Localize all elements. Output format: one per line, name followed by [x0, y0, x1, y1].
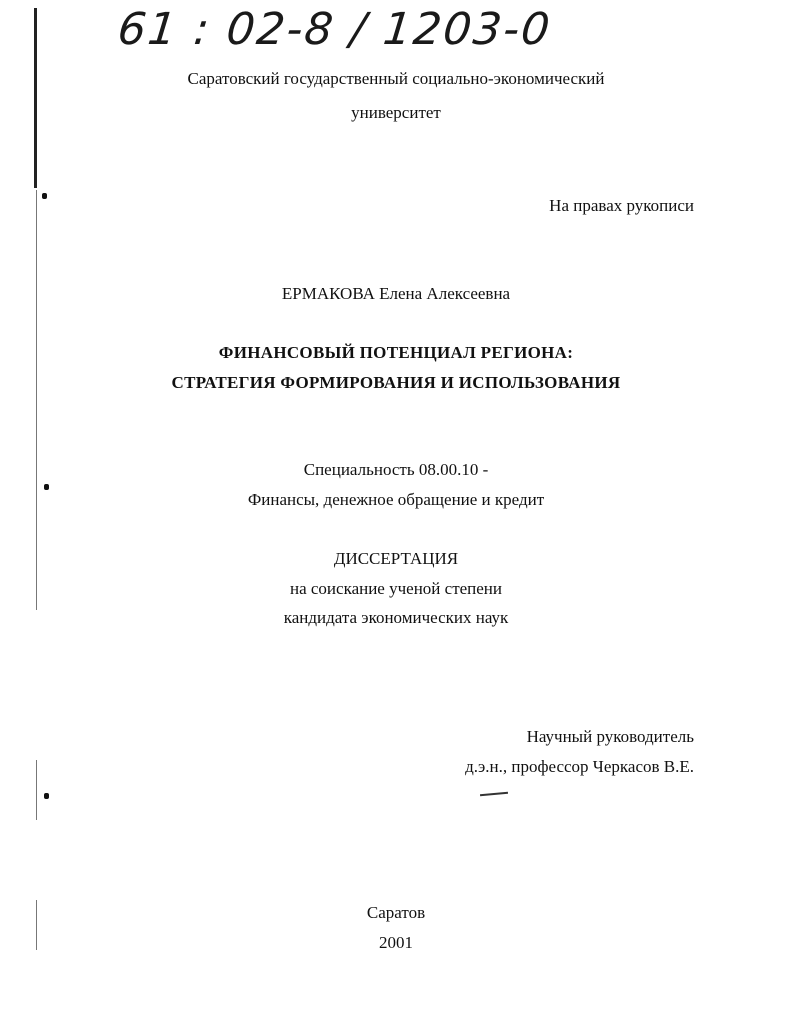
supervisor-name: д.э.н., профессор Черкасов В.Е.: [465, 757, 694, 776]
city: Саратов: [366, 903, 426, 922]
year: 2001: [379, 933, 413, 952]
document-type: ДИССЕРТАЦИЯ: [333, 549, 459, 568]
handwritten-archive-number: 61 : 02-8 / 1203-0: [115, 4, 554, 55]
thesis-title-line2: СТРАТЕГИЯ ФОРМИРОВАНИЯ И ИСПОЛЬЗОВАНИЯ: [171, 373, 621, 392]
specialty-name: Финансы, денежное обращение и кредит: [247, 490, 545, 509]
author-name: ЕРМАКОВА Елена Алексеевна: [281, 284, 511, 303]
scan-edge-line: [36, 190, 37, 610]
signature-stroke: [480, 792, 508, 796]
institution-name-line1: Саратовский государственный социально-экономический: [187, 69, 605, 88]
scan-dot: [44, 793, 49, 799]
degree-line1: на соискание ученой степени: [289, 579, 503, 598]
institution-name-line2: университет: [351, 103, 441, 122]
scan-edge-mark: [34, 8, 37, 188]
specialty-code: Специальность 08.00.10 -: [303, 460, 489, 479]
scan-dot: [42, 193, 47, 199]
thesis-title-line1: ФИНАНСОВЫЙ ПОТЕНЦИАЛ РЕГИОНА:: [218, 343, 574, 362]
rights-note: На правах рукописи: [549, 196, 694, 215]
supervisor-label: Научный руководитель: [526, 727, 694, 746]
scan-edge-line: [36, 760, 37, 820]
degree-line2: кандидата экономических наук: [283, 608, 509, 627]
